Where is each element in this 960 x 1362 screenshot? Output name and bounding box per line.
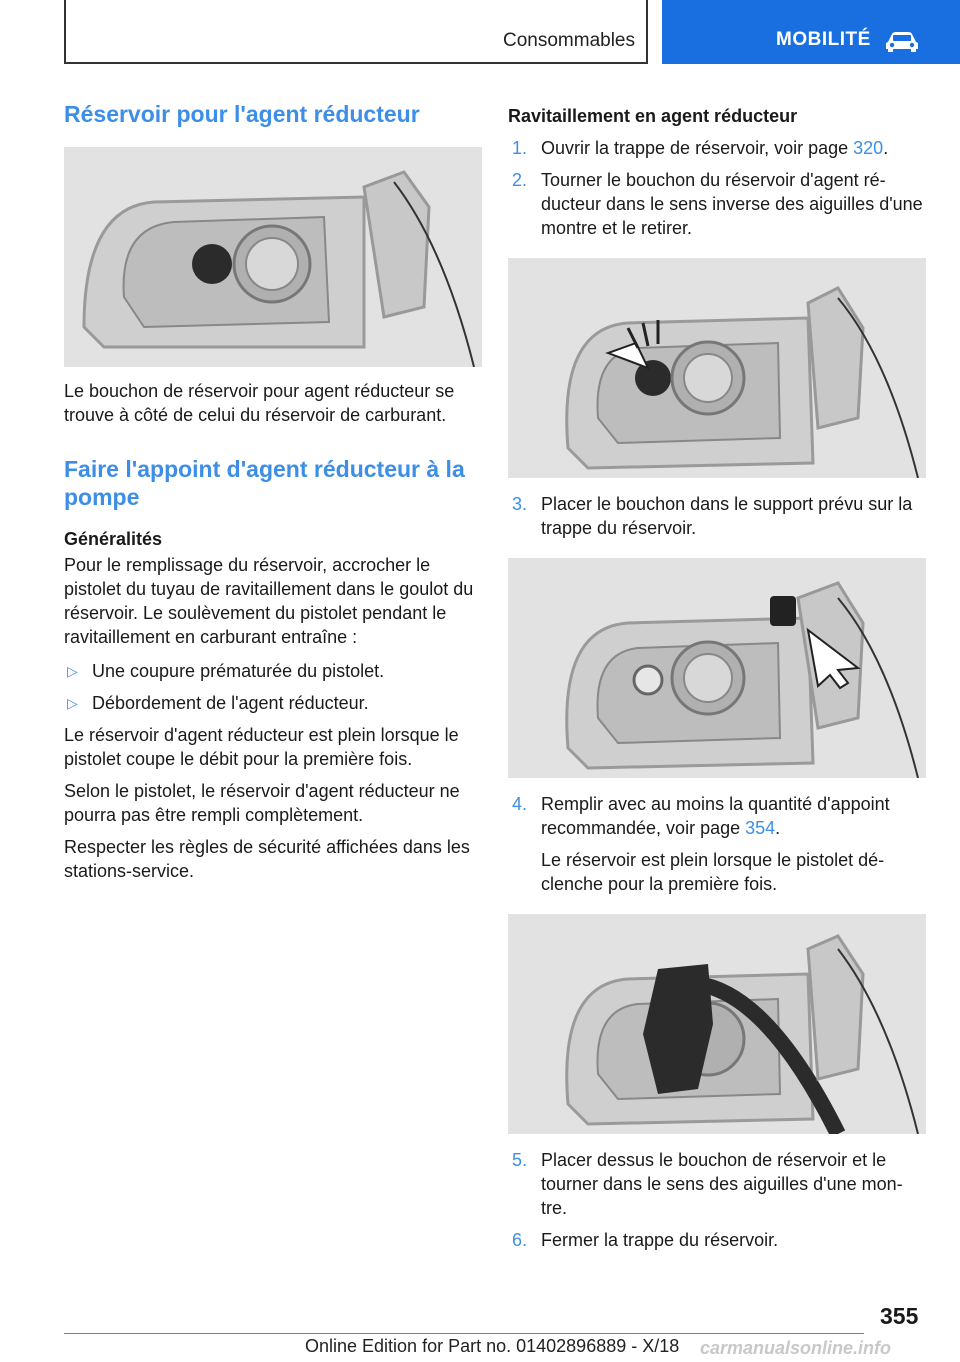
- list-item: ▷ Débordement de l'agent réducteur.: [67, 693, 369, 713]
- footer-edition: Online Edition for Part no. 01402896889 - X/18: [305, 1336, 680, 1356]
- car-icon: [884, 28, 920, 52]
- paragraph-safety: Respecter les règles de sécurité affichées dans les stations-service.: [64, 837, 470, 881]
- section-heading-refill: Faire l'appoint d'agent réducteur à la pompe: [64, 456, 465, 510]
- step-3: 3. Placer le bouchon dans le support prévu sur la trappe du réservoir.: [512, 494, 913, 538]
- step-number: 3.: [512, 494, 528, 514]
- chapter-tab: [662, 0, 960, 64]
- figure-reservoir-caps: [64, 147, 482, 367]
- figure-remove-cap: [508, 258, 926, 478]
- bullet-triangle-icon: ▷: [67, 663, 78, 679]
- left-column: [64, 100, 482, 883]
- step-4-note: Le réservoir est plein lorsque le pistolet dé‐clenche pour la première fois.: [541, 850, 885, 894]
- step-number: 2.: [512, 170, 528, 190]
- step-1: 1. Ouvrir la trappe de réservoir, voir page 320.: [512, 138, 889, 158]
- paragraph-pump: Selon le pistolet, le réservoir d'agent réducteur ne pourra pas être rempli complètement.: [64, 781, 460, 825]
- section-title: Consommables: [503, 30, 635, 51]
- paragraph-cap-location: Le bouchon de réservoir pour agent réducteur se trouve à côté de celui du réservoir de carburant.: [64, 381, 455, 425]
- bullet-triangle-icon: ▷: [67, 695, 78, 711]
- step-number: 4.: [512, 794, 528, 814]
- list-item: ▷ Une coupure prématurée du pistolet.: [67, 661, 385, 681]
- subheading-general: Généralités: [64, 529, 163, 549]
- page-link-320[interactable]: 320: [853, 138, 884, 158]
- step-6: 6. Fermer la trappe du réservoir.: [512, 1230, 779, 1250]
- footer-divider: [64, 1333, 864, 1334]
- figure-pump-nozzle: [508, 914, 926, 1134]
- figure-cap-holder: [508, 558, 926, 778]
- paragraph-general: Pour le remplissage du réservoir, accrocher le pistolet du tuyau de ravitaillement dans le goulot du réservoir. Le soulèvement du pistolet pendant le ravitaillement en carburant entraîne :: [64, 555, 474, 647]
- watermark-logo: carmanualsonline.info: [700, 1338, 892, 1358]
- chapter-label: MOBILITÉ: [776, 29, 871, 50]
- subheading-refuel: Ravitaillement en agent réducteur: [508, 106, 798, 126]
- page-link-354[interactable]: 354: [745, 818, 776, 838]
- right-column: [508, 100, 926, 1252]
- paragraph-full: Le réservoir d'agent réducteur est plein lorsque le pistolet coupe le débit pour la première fois.: [64, 725, 459, 769]
- step-4: 4. Remplir avec au moins la quantité d'appoint recommandée, voir page 354. Le réservoir est plein lorsque le pistolet dé‐clenche pour la première fois.: [508, 792, 926, 896]
- step-number: 5.: [512, 1150, 528, 1170]
- step-number: 1.: [512, 138, 528, 158]
- step-2: 2. Tourner le bouchon du réservoir d'agent ré‐ducteur dans le sens inverse des aiguilles d'une montre et le retirer.: [512, 170, 923, 238]
- step-5: 5. Placer dessus le bouchon de réservoir et le tourner dans le sens des aiguilles d'une mon‐tre.: [512, 1150, 903, 1218]
- section-heading-reservoir: Réservoir pour l'agent réducteur: [64, 101, 420, 127]
- page-number: 355: [880, 1303, 919, 1329]
- step-number: 6.: [512, 1230, 528, 1250]
